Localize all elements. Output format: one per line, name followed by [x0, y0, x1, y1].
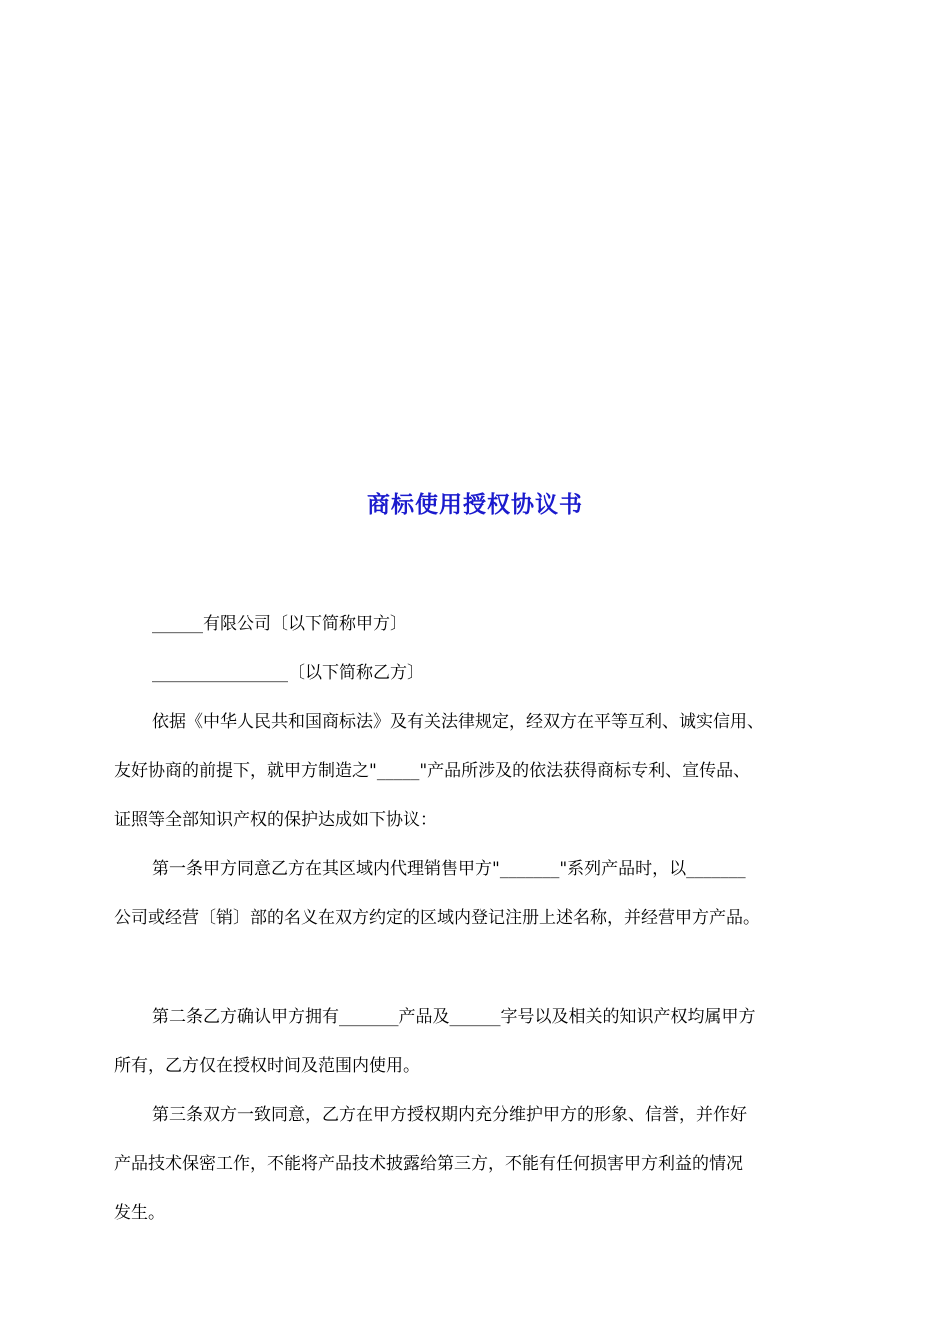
- party-b-line: ________________〔以下简称乙方〕: [152, 663, 424, 683]
- document-body: [114, 600, 844, 1238]
- article-3-paragraph: [114, 1091, 844, 1238]
- article-1-line: 第一条甲方同意乙方在其区域内代理销售甲方"_______"系列产品时，以_______: [152, 859, 746, 879]
- article-2-paragraph: [114, 993, 844, 1091]
- article-1-paragraph: [114, 845, 844, 943]
- article-3-line: 第三条双方一致同意，乙方在甲方授权期内充分维护甲方的形象、信誉，并作好: [152, 1105, 747, 1125]
- preamble-line: 依据《中华人民共和国商标法》及有关法律规定，经双方在平等互利、诚实信用、: [152, 712, 764, 732]
- article-3-line: 产品技术保密工作，不能将产品技术披露给第三方，不能有任何损害甲方利益的情况: [114, 1154, 743, 1174]
- document-title: 商标使用授权协议书: [367, 492, 583, 518]
- party-a-line: ______有限公司〔以下简称甲方〕: [152, 614, 407, 634]
- article-2-line: 所有，乙方仅在授权时间及范围内使用。: [114, 1056, 420, 1076]
- article-2-line: 第二条乙方确认甲方拥有_______产品及______字号以及相关的知识产权均属甲方: [152, 1007, 756, 1027]
- article-1-line: 公司或经营〔销〕部的名义在双方约定的区域内登记注册上述名称，并经营甲方产品。: [114, 908, 760, 928]
- article-3-line: 发生。: [114, 1203, 165, 1223]
- preamble-line: 证照等全部知识产权的保护达成如下协议：: [114, 810, 437, 830]
- preamble-line: 友好协商的前提下，就甲方制造之"_____"产品所涉及的依法获得商标专利、宣传品、: [114, 761, 751, 781]
- preamble-paragraph: [114, 698, 844, 845]
- paragraph-gap: [114, 943, 844, 993]
